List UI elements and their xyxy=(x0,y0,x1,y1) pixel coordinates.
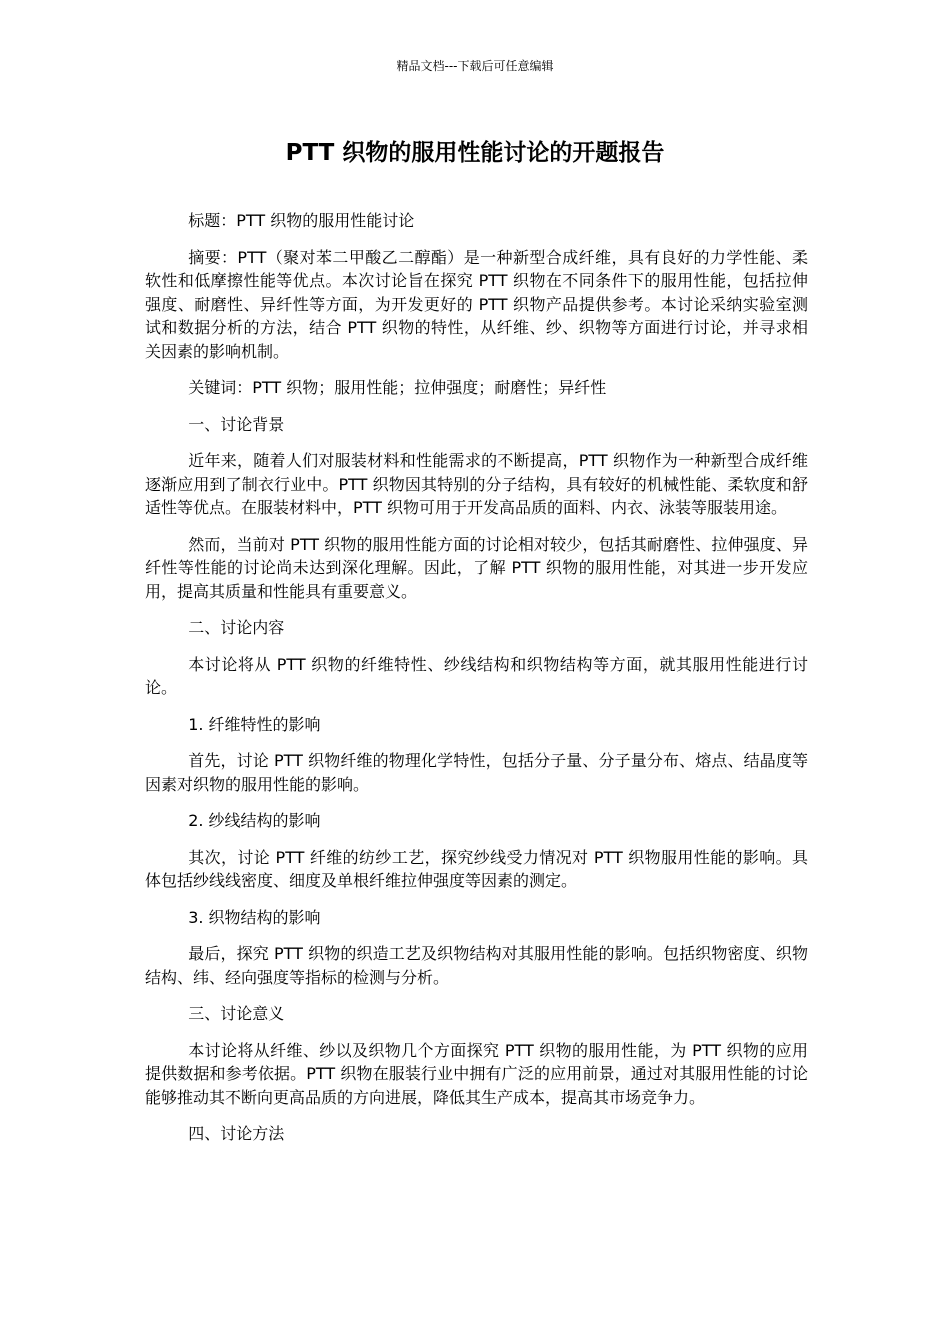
section-heading-methods: 四、讨论方法 xyxy=(188,1124,285,1143)
background-paragraph-1: 近年来，随着人们对服装材料和性能需求的不断提高，PTT 织物作为一种新型合成纤维逐渐应用到了制衣行业中。PTT 织物因其特别的分子结构，具有较好的机械性能、柔软度和舒适性等优点。在服装材料中，PTT 织物可用于开发高品质的面料、内衣、泳装等服装用途。 xyxy=(145,451,808,517)
content-intro-paragraph: 本讨论将从 PTT 织物的纤维特性、纱线结构和织物结构等方面，就其服用性能进行讨论。 xyxy=(145,654,808,697)
fabric-paragraph: 最后，探究 PTT 织物的织造工艺及织物结构对其服用性能的影响。包括织物密度、织物结构、纬、经向强度等指标的检测与分析。 xyxy=(145,944,808,987)
section-heading-significance: 三、讨论意义 xyxy=(188,1004,285,1023)
page-header-note: 精品文档---下载后可任意编辑 xyxy=(396,59,554,73)
document-title: PTT 织物的服用性能讨论的开题报告 xyxy=(285,140,665,166)
section-heading-background: 一、讨论背景 xyxy=(188,414,285,434)
section-heading-content: 二、讨论内容 xyxy=(188,618,285,637)
document-body xyxy=(145,209,808,1159)
significance-paragraph: 本讨论将从纤维、纱以及织物几个方面探究 PTT 织物的服用性能，为 PTT 织物的应用提供数据和参考依据。PTT 织物在服装行业中拥有广泛的应用前景，通过对其服用性能的讨论能够推动其不断向更高品质的方向进展，降低其生产成本，提高其市场竞争力。 xyxy=(145,1040,808,1107)
subject-line: 标题：PTT 织物的服用性能讨论 xyxy=(188,211,415,230)
yarn-paragraph: 其次，讨论 PTT 纤维的纺纱工艺，探究纱线受力情况对 PTT 织物服用性能的影响。具体包括纱线线密度、细度及单根纤维拉伸强度等因素的测定。 xyxy=(145,847,808,890)
subheading-yarn: 2. 纱线结构的影响 xyxy=(188,811,321,830)
keywords-line: 关键词：PTT 织物；服用性能；拉伸强度；耐磨性；异纤性 xyxy=(188,378,607,397)
fiber-paragraph: 首先，讨论 PTT 织物纤维的物理化学特性，包括分子量、分子量分布、熔点、结晶度等因素对织物的服用性能的影响。 xyxy=(145,751,808,794)
subheading-fiber: 1. 纤维特性的影响 xyxy=(188,714,321,734)
background-paragraph-2: 然而，当前对 PTT 织物的服用性能方面的讨论相对较少，包括其耐磨性、拉伸强度、异纤性等性能的讨论尚未达到深化理解。因此，了解 PTT 织物的服用性能，对其进一步开发应用，提高其质量和性能具有重要意义。 xyxy=(145,534,808,601)
subheading-fabric: 3. 织物结构的影响 xyxy=(188,907,321,927)
abstract-paragraph: 摘要：PTT（聚对苯二甲酸乙二醇酯）是一种新型合成纤维，具有良好的力学性能、柔软性和低摩擦性能等优点。本次讨论旨在探究 PTT 织物在不同条件下的服用性能，包括拉伸强度、耐磨性、异纤性等方面，为开发更好的 PTT 织物产品提供参考。本讨论采纳实验室测试和数据分析的方法，结合 PTT 织物的特性，从纤维、纱、织物等方面进行讨论，并寻求相关因素的影响机制。 xyxy=(145,247,808,361)
